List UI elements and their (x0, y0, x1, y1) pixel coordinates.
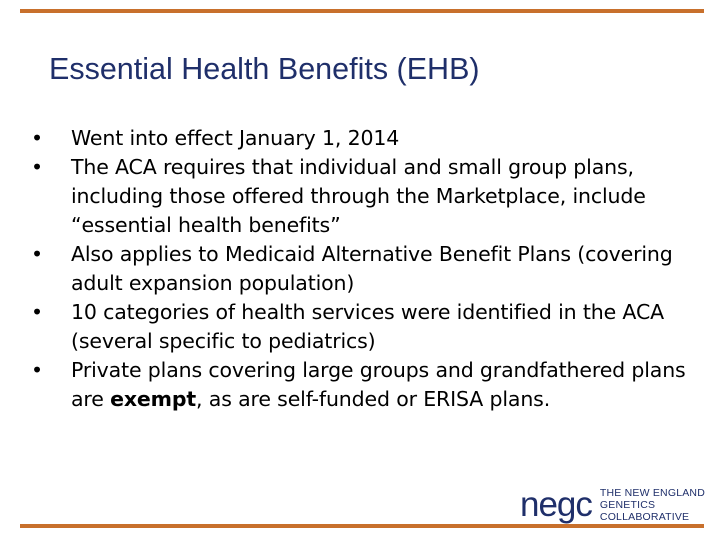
bullet-text: Went into effect January 1, 2014 (71, 126, 400, 150)
bottom-accent-rule (20, 524, 704, 528)
negc-logo (520, 485, 720, 524)
bullet-text-start: Private plans covering large groups and grandfathered plans are (71, 358, 686, 411)
bullet-dot-icon: • (31, 155, 43, 179)
logo-line-1: THE NEW ENGLAND (599, 487, 705, 499)
bullet-text-end: , as are self-funded or ERISA plans. (196, 387, 551, 411)
bullet-text: The ACA requires that individual and small group plans, including those offered through the Marketplace, include “essential health benefits” (71, 155, 646, 237)
bullet-item (30, 153, 700, 240)
emphasis-exempt: exempt (110, 387, 197, 411)
bullet-dot-icon: • (31, 242, 43, 266)
bullet-dot-icon: • (31, 358, 43, 382)
bullet-dot-icon: • (31, 300, 43, 324)
slide-title: Essential Health Benefits (EHB) (49, 52, 480, 86)
logo-wordmark (600, 487, 720, 523)
bullet-text (71, 358, 686, 411)
bullet-item (30, 356, 700, 414)
top-accent-rule (20, 9, 704, 13)
logo-mark: negc (520, 485, 592, 524)
bullet-item (30, 240, 700, 298)
logo-line-2: GENETICS COLLABORATIVE (599, 499, 690, 523)
bullet-text: Also applies to Medicaid Alternative Benefit Plans (covering adult expansion population) (71, 242, 673, 295)
bullet-item (30, 298, 700, 356)
bullet-text: 10 categories of health services were identified in the ACA (several specific to pediatrics) (71, 300, 664, 353)
bullet-dot-icon: • (31, 126, 43, 150)
bullet-item (30, 124, 700, 153)
bullet-list (30, 124, 700, 414)
